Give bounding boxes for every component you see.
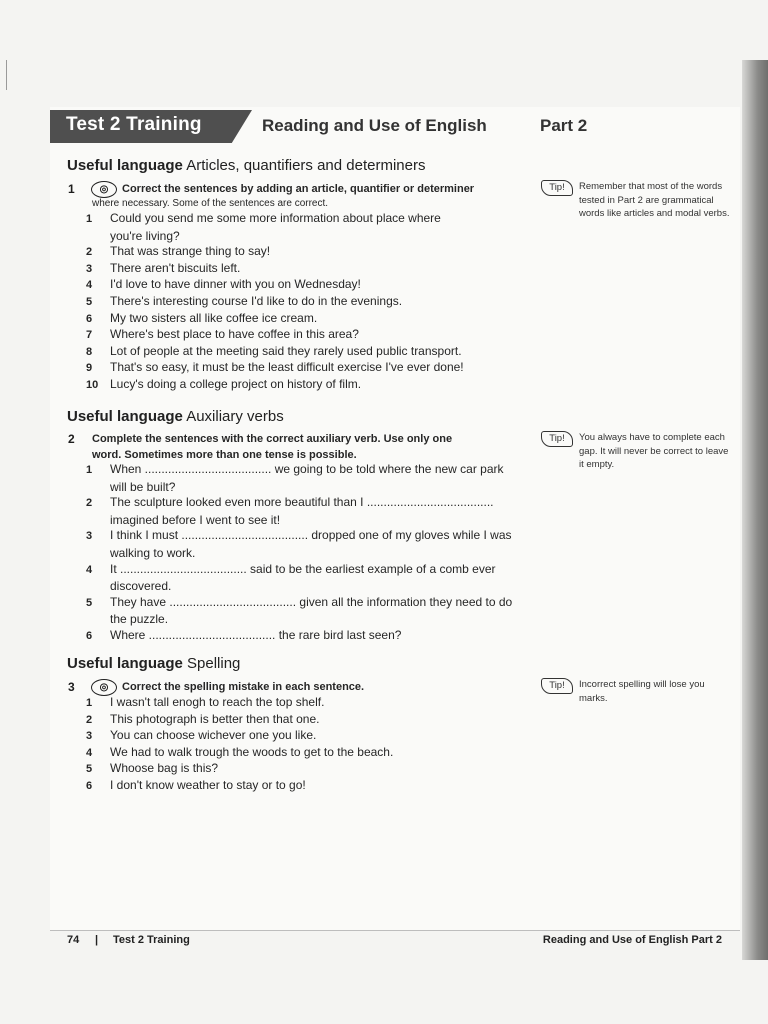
list-item [86,276,516,294]
heading-rest: Spelling [187,655,241,672]
item-text-continued: you're living? [110,228,180,243]
item-number: 6 [86,630,93,642]
footer-left-title: Test 2 Training [113,934,190,946]
book-spine-shadow [742,60,768,960]
list-item [86,744,516,762]
list-item [86,210,516,244]
item-text: That was strange thing to say! [110,244,271,259]
item-text: Where ...................................... the rare bird last seen? [110,628,402,642]
item-number: 4 [86,746,93,759]
list-item [86,727,516,745]
list-item [86,711,516,729]
item-text: This photograph is better then that one. [110,711,320,726]
footer-right-title: Reading and Use of English Part 2 [542,934,722,946]
list-item [86,627,516,645]
item-text: My two sisters all like coffee ice cream. [110,310,318,325]
item-text-continued: will be built? [110,479,176,494]
item-number: 7 [86,329,93,342]
list-item [86,561,516,595]
item-number: 1 [86,213,93,225]
item-number: 2 [86,497,93,510]
exercise-number-2: 2 [68,432,75,446]
item-number: 10 [86,379,99,391]
exercise-2-instruction-line2: word. Sometimes more than one tense is possible. [92,449,357,461]
heading-rest: Auxiliary verbs [186,408,284,425]
banner-title: Test 2 Training [66,114,202,135]
item-number: 2 [86,246,93,259]
item-text: When ...................................... we going to be told where the new car park [110,462,504,476]
list-item [86,293,516,311]
list-item [86,343,516,361]
heading-bold: Useful language [67,408,183,425]
heading-bold: Useful language [67,157,183,174]
item-text: I don't know weather to stay or to go! [110,778,306,792]
item-text-continued: imagined before I went to see it! [110,512,281,527]
exam-icon: ◎ [91,679,117,696]
item-number: 9 [86,362,93,375]
footer-page-number: 74 [67,934,80,946]
list-item [86,494,516,528]
tip-text: Remember that most of the words tested in Part 2 are grammatical words like articles and modal verbs. [579,181,730,219]
tip-text: Incorrect spelling will lose you marks. [579,679,705,704]
section-heading-auxiliary [67,408,284,425]
item-number: 3 [86,262,93,275]
item-number: 6 [86,312,93,325]
item-text: There aren't biscuits left. [110,260,241,275]
item-text: They have ...................................... given all the information they need to do [110,594,513,609]
exercise-1-instruction-line2: where necessary. Some of the sentences are correct. [92,198,329,209]
exam-icon: ◎ [91,181,117,198]
list-item [86,461,516,495]
item-text-continued: the puzzle. [110,612,169,627]
exercise-1-instruction [122,181,542,197]
tip-badge: Tip! [541,678,573,694]
item-number: 2 [86,713,93,726]
item-text: You can choose wichever one you like. [110,728,317,743]
list-item [86,243,516,261]
exercise-2-instruction: Complete the sentences with the correct auxiliary verb. Use only one [92,433,453,445]
item-number: 3 [86,530,93,543]
item-text: Could you send me some more information about place where [110,211,441,225]
list-item [86,359,516,377]
item-text: The sculpture looked even more beautiful than I ...................................... [110,495,494,510]
item-number: 1 [86,697,93,709]
list-item [86,310,516,328]
list-item [86,527,516,561]
footer-separator: | [95,934,99,946]
item-number: 5 [86,596,93,609]
tip-badge: Tip! [541,431,573,447]
item-text: Where's best place to have coffee in this area? [110,327,359,342]
item-number: 1 [86,464,93,476]
section-heading-articles [67,157,425,174]
item-text: Lot of people at the meeting said they rarely used public transport. [110,343,462,358]
list-item [86,760,516,778]
item-number: 3 [86,730,93,743]
tip-text: You always have to complete each gap. It will never be correct to leave it empty. [579,432,729,470]
heading-rest: Articles, quantifiers and determiners [186,157,426,174]
tip-badge: Tip! [541,180,573,196]
item-text: I think I must ...................................... dropped one of my gloves while I was [110,528,512,543]
item-number: 8 [86,345,93,358]
exercise-3-instruction: Correct the spelling mistake in each sentence. [122,681,365,693]
scan-corner-mark [6,60,21,90]
item-text-continued: discovered. [110,579,172,594]
list-item [86,326,516,344]
item-text: We had to walk trough the woods to get to the beach. [110,744,394,759]
list-item [86,594,516,628]
exercise-number-3: 3 [68,680,75,694]
item-text: There's interesting course I'd like to do in the evenings. [110,294,403,308]
item-number: 4 [86,563,93,576]
item-text: Whoose bag is this? [110,761,219,776]
list-item [86,376,516,394]
item-text: I wasn't tall enogh to reach the top shelf. [110,695,325,709]
heading-bold: Useful language [67,655,183,672]
item-text: It ...................................... said to be the earliest example of a comb ever [110,561,496,576]
section-heading-spelling [67,655,240,672]
header-subtitle: Reading and Use of English [262,116,487,135]
item-number: 5 [86,763,93,776]
list-item [86,694,516,712]
list-item [86,777,516,795]
list-item [86,260,516,278]
item-text: That's so easy, it must be the least difficult exercise I've ever done! [110,360,464,375]
exercise-number-1: 1 [68,182,75,196]
item-number: 5 [86,296,93,308]
item-text: Lucy's doing a college project on history of film. [110,377,362,391]
item-number: 4 [86,279,93,292]
header-part: Part 2 [540,116,588,135]
item-number: 6 [86,780,93,792]
instruction-line1: Correct the sentences by adding an article, quantifier or determiner [122,183,475,195]
item-text: I'd love to have dinner with you on Wednesday! [110,277,361,292]
item-text-continued: walking to work. [110,545,196,560]
